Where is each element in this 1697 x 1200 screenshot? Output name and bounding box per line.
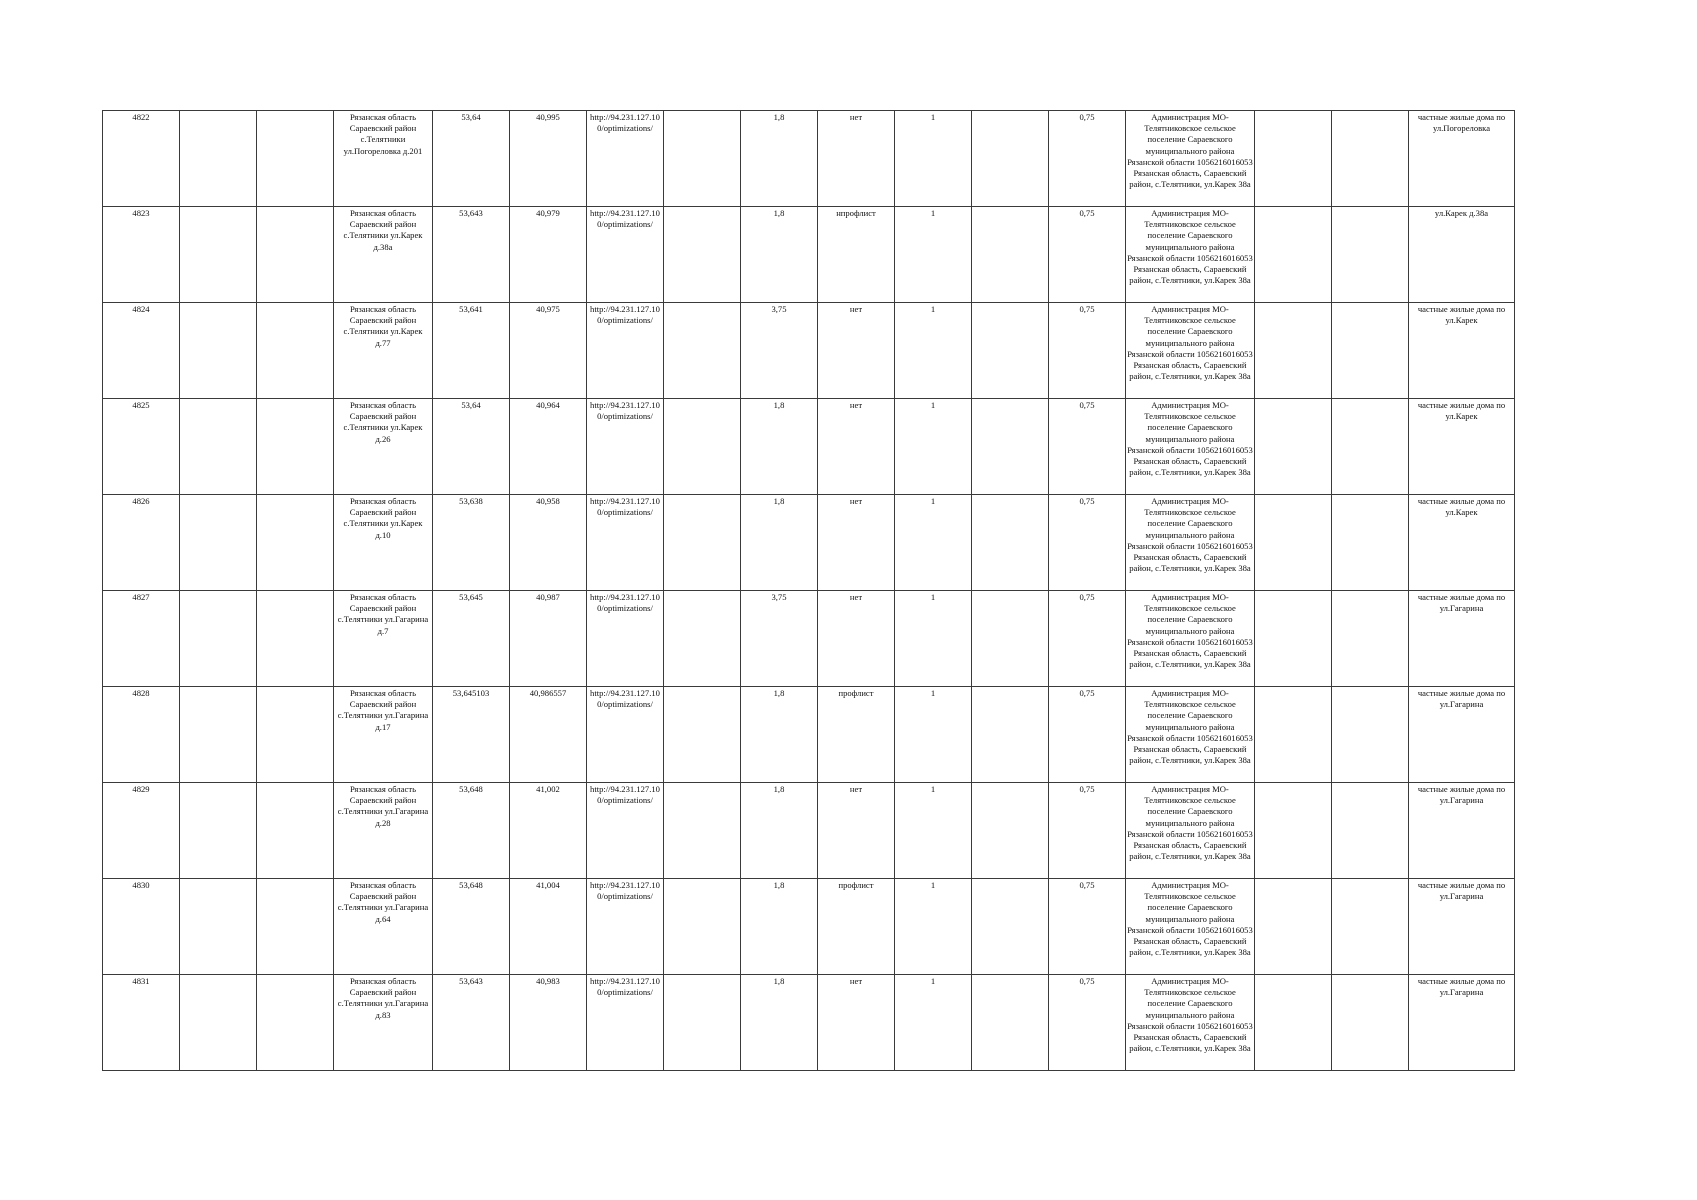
cell-empty bbox=[664, 687, 741, 783]
cell-volume: 0,75 bbox=[1049, 687, 1126, 783]
cell-empty bbox=[1255, 207, 1332, 303]
cell-note: частные жилые дома по ул.Гагарина bbox=[1409, 783, 1515, 879]
cell-longitude: 40,979 bbox=[510, 207, 587, 303]
table-row bbox=[103, 399, 1515, 495]
cell-empty bbox=[180, 207, 257, 303]
cell-empty bbox=[972, 783, 1049, 879]
cell-longitude: 41,004 bbox=[510, 879, 587, 975]
cell-id: 4823 bbox=[103, 207, 180, 303]
cell-empty bbox=[972, 495, 1049, 591]
cell-empty bbox=[664, 303, 741, 399]
cell-owner: Администрация МО-Телятниковское сельское поселение Сараевского муниципального района Рязанской области 1056216016053 Рязанская область, Сараевский район, с.Телятники, ул.Карек 38а bbox=[1126, 687, 1255, 783]
cell-volume: 0,75 bbox=[1049, 879, 1126, 975]
table-row bbox=[103, 879, 1515, 975]
cell-empty bbox=[664, 879, 741, 975]
cell-count: 1 bbox=[895, 495, 972, 591]
cell-empty bbox=[257, 399, 334, 495]
cell-id: 4826 bbox=[103, 495, 180, 591]
cell-count: 1 bbox=[895, 207, 972, 303]
cell-empty bbox=[972, 975, 1049, 1071]
cell-empty bbox=[972, 111, 1049, 207]
cell-owner: Администрация МО-Телятниковское сельское поселение Сараевского муниципального района Рязанской области 1056216016053 Рязанская область, Сараевский район, с.Телятники, ул.Карек 38а bbox=[1126, 783, 1255, 879]
cell-empty bbox=[1332, 111, 1409, 207]
cell-empty bbox=[1255, 303, 1332, 399]
cell-empty bbox=[257, 207, 334, 303]
cell-address: Рязанская область Сараевский район с.Телятники ул.Гагарина д.64 bbox=[334, 879, 433, 975]
cell-count: 1 bbox=[895, 783, 972, 879]
cell-empty bbox=[257, 783, 334, 879]
cell-owner: Администрация МО-Телятниковское сельское поселение Сараевского муниципального района Рязанской области 1056216016053 Рязанская область, Сараевский район, с.Телятники, ул.Карек 38а bbox=[1126, 495, 1255, 591]
cell-empty bbox=[257, 111, 334, 207]
cell-empty bbox=[180, 687, 257, 783]
cell-count: 1 bbox=[895, 399, 972, 495]
cell-area: 1,8 bbox=[741, 495, 818, 591]
cell-empty bbox=[180, 495, 257, 591]
table-row bbox=[103, 783, 1515, 879]
cell-link[interactable]: http://94.231.127.100/optimizations/ bbox=[587, 399, 664, 495]
cell-empty bbox=[1255, 111, 1332, 207]
cell-note: частные жилые дома по ул.Карек bbox=[1409, 399, 1515, 495]
cell-latitude: 53,64 bbox=[433, 111, 510, 207]
cell-note: частные жилые дома по ул.Погореловка bbox=[1409, 111, 1515, 207]
cell-empty bbox=[664, 591, 741, 687]
cell-area: 1,8 bbox=[741, 399, 818, 495]
cell-id: 4829 bbox=[103, 783, 180, 879]
cell-link[interactable]: http://94.231.127.100/optimizations/ bbox=[587, 975, 664, 1071]
cell-empty bbox=[972, 879, 1049, 975]
cell-link[interactable]: http://94.231.127.100/optimizations/ bbox=[587, 591, 664, 687]
cell-note: частные жилые дома по ул.Гагарина bbox=[1409, 591, 1515, 687]
cell-empty bbox=[1332, 687, 1409, 783]
cell-empty bbox=[257, 879, 334, 975]
cell-empty bbox=[257, 591, 334, 687]
cell-empty bbox=[1332, 783, 1409, 879]
cell-empty bbox=[1332, 879, 1409, 975]
cell-longitude: 40,986557 bbox=[510, 687, 587, 783]
cell-empty bbox=[1332, 495, 1409, 591]
cell-count: 1 bbox=[895, 111, 972, 207]
cell-empty bbox=[1255, 879, 1332, 975]
cell-empty bbox=[180, 783, 257, 879]
cell-id: 4827 bbox=[103, 591, 180, 687]
cell-volume: 0,75 bbox=[1049, 303, 1126, 399]
cell-count: 1 bbox=[895, 303, 972, 399]
cell-empty bbox=[1255, 687, 1332, 783]
cell-address: Рязанская область Сараевский район с.Телятники ул.Карек д.77 bbox=[334, 303, 433, 399]
cell-fence: нет bbox=[818, 783, 895, 879]
cell-empty bbox=[1332, 399, 1409, 495]
cell-owner: Администрация МО-Телятниковское сельское поселение Сараевского муниципального района Рязанской области 1056216016053 Рязанская область, Сараевский район, с.Телятники, ул.Карек 38а bbox=[1126, 879, 1255, 975]
cell-longitude: 40,964 bbox=[510, 399, 587, 495]
cell-address: Рязанская область Сараевский район с.Телятники ул.Гагарина д.28 bbox=[334, 783, 433, 879]
cell-longitude: 40,983 bbox=[510, 975, 587, 1071]
cell-empty bbox=[1332, 207, 1409, 303]
cell-area: 1,8 bbox=[741, 687, 818, 783]
table-body bbox=[103, 111, 1515, 1071]
table-row bbox=[103, 207, 1515, 303]
cell-owner: Администрация МО-Телятниковское сельское поселение Сараевского муниципального района Рязанской области 1056216016053 Рязанская область, Сараевский район, с.Телятники, ул.Карек 38а bbox=[1126, 207, 1255, 303]
cell-empty bbox=[180, 879, 257, 975]
cell-owner: Администрация МО-Телятниковское сельское поселение Сараевского муниципального района Рязанской области 1056216016053 Рязанская область, Сараевский район, с.Телятники, ул.Карек 38а bbox=[1126, 303, 1255, 399]
cell-latitude: 53,648 bbox=[433, 879, 510, 975]
cell-link[interactable]: http://94.231.127.100/optimizations/ bbox=[587, 687, 664, 783]
cell-empty bbox=[972, 207, 1049, 303]
cell-empty bbox=[257, 495, 334, 591]
cell-address: Рязанская область Сараевский район с.Телятники ул.Карек д.26 bbox=[334, 399, 433, 495]
cell-empty bbox=[180, 591, 257, 687]
cell-empty bbox=[972, 591, 1049, 687]
cell-link[interactable]: http://94.231.127.100/optimizations/ bbox=[587, 783, 664, 879]
cell-id: 4828 bbox=[103, 687, 180, 783]
cell-empty bbox=[1255, 591, 1332, 687]
cell-address: Рязанская область Сараевский район с.Телятники ул.Гагарина д.83 bbox=[334, 975, 433, 1071]
cell-latitude: 53,645103 bbox=[433, 687, 510, 783]
cell-link[interactable]: http://94.231.127.100/optimizations/ bbox=[587, 111, 664, 207]
cell-fence: нет bbox=[818, 495, 895, 591]
cell-fence: профлист bbox=[818, 687, 895, 783]
cell-latitude: 53,648 bbox=[433, 783, 510, 879]
cell-owner: Администрация МО-Телятниковское сельское поселение Сараевского муниципального района Рязанской области 1056216016053 Рязанская область, Сараевский район, с.Телятники, ул.Карек 38а bbox=[1126, 399, 1255, 495]
cell-empty bbox=[257, 303, 334, 399]
table-row bbox=[103, 591, 1515, 687]
cell-volume: 0,75 bbox=[1049, 207, 1126, 303]
cell-empty bbox=[1255, 975, 1332, 1071]
cell-longitude: 40,995 bbox=[510, 111, 587, 207]
cell-area: 3,75 bbox=[741, 303, 818, 399]
cell-area: 1,8 bbox=[741, 783, 818, 879]
cell-fence: нет bbox=[818, 111, 895, 207]
cell-address: Рязанская область Сараевский район с.Телятники ул.Карек д.38а bbox=[334, 207, 433, 303]
cell-link[interactable]: http://94.231.127.100/optimizations/ bbox=[587, 303, 664, 399]
cell-id: 4830 bbox=[103, 879, 180, 975]
cell-fence: нет bbox=[818, 399, 895, 495]
table-row bbox=[103, 495, 1515, 591]
cell-fence: нет bbox=[818, 975, 895, 1071]
cell-link[interactable]: http://94.231.127.100/optimizations/ bbox=[587, 879, 664, 975]
cell-empty bbox=[180, 303, 257, 399]
cell-area: 1,8 bbox=[741, 207, 818, 303]
cell-id: 4831 bbox=[103, 975, 180, 1071]
table-row bbox=[103, 975, 1515, 1071]
cell-latitude: 53,645 bbox=[433, 591, 510, 687]
cell-note: ул.Карек д.38а bbox=[1409, 207, 1515, 303]
cell-count: 1 bbox=[895, 687, 972, 783]
cell-count: 1 bbox=[895, 591, 972, 687]
table-row bbox=[103, 111, 1515, 207]
cell-empty bbox=[257, 687, 334, 783]
cell-area: 1,8 bbox=[741, 975, 818, 1071]
cell-address: Рязанская область Сараевский район с.Телятники ул.Гагарина д.7 bbox=[334, 591, 433, 687]
cell-volume: 0,75 bbox=[1049, 975, 1126, 1071]
cell-address: Рязанская область Сараевский район с.Телятники ул.Гагарина д.17 bbox=[334, 687, 433, 783]
cell-empty bbox=[664, 111, 741, 207]
table-row bbox=[103, 303, 1515, 399]
cell-empty bbox=[1255, 495, 1332, 591]
cell-empty bbox=[972, 303, 1049, 399]
cell-note: частные жилые дома по ул.Гагарина bbox=[1409, 879, 1515, 975]
cell-empty bbox=[664, 975, 741, 1071]
cell-volume: 0,75 bbox=[1049, 495, 1126, 591]
cell-empty bbox=[180, 111, 257, 207]
cell-owner: Администрация МО-Телятниковское сельское поселение Сараевского муниципального района Рязанской области 1056216016053 Рязанская область, Сараевский район, с.Телятники, ул.Карек 38а bbox=[1126, 111, 1255, 207]
cell-empty bbox=[1332, 303, 1409, 399]
cell-fence: нет bbox=[818, 303, 895, 399]
cell-note: частные жилые дома по ул.Гагарина bbox=[1409, 687, 1515, 783]
cell-empty bbox=[972, 399, 1049, 495]
cell-empty bbox=[664, 399, 741, 495]
cell-address: Рязанская область Сараевский район с.Телятники ул.Погореловка д.201 bbox=[334, 111, 433, 207]
cell-owner: Администрация МО-Телятниковское сельское поселение Сараевского муниципального района Рязанской области 1056216016053 Рязанская область, Сараевский район, с.Телятники, ул.Карек 38а bbox=[1126, 591, 1255, 687]
cell-empty bbox=[1255, 783, 1332, 879]
cell-volume: 0,75 bbox=[1049, 783, 1126, 879]
cell-link[interactable]: http://94.231.127.100/optimizations/ bbox=[587, 495, 664, 591]
cell-empty bbox=[180, 975, 257, 1071]
cell-count: 1 bbox=[895, 879, 972, 975]
cell-id: 4822 bbox=[103, 111, 180, 207]
cell-longitude: 40,958 bbox=[510, 495, 587, 591]
cell-fence: нпрофлист bbox=[818, 207, 895, 303]
cell-latitude: 53,643 bbox=[433, 975, 510, 1071]
cell-fence: профлист bbox=[818, 879, 895, 975]
cell-latitude: 53,638 bbox=[433, 495, 510, 591]
cell-id: 4825 bbox=[103, 399, 180, 495]
cell-count: 1 bbox=[895, 975, 972, 1071]
table-row bbox=[103, 687, 1515, 783]
cell-longitude: 41,002 bbox=[510, 783, 587, 879]
cell-longitude: 40,987 bbox=[510, 591, 587, 687]
cell-area: 1,8 bbox=[741, 111, 818, 207]
cell-latitude: 53,643 bbox=[433, 207, 510, 303]
cell-note: частные жилые дома по ул.Карек bbox=[1409, 495, 1515, 591]
cell-latitude: 53,64 bbox=[433, 399, 510, 495]
cell-address: Рязанская область Сараевский район с.Телятники ул.Карек д.10 bbox=[334, 495, 433, 591]
cell-fence: нет bbox=[818, 591, 895, 687]
cell-volume: 0,75 bbox=[1049, 399, 1126, 495]
cell-empty bbox=[664, 495, 741, 591]
cell-latitude: 53,641 bbox=[433, 303, 510, 399]
cell-volume: 0,75 bbox=[1049, 111, 1126, 207]
cell-empty bbox=[180, 399, 257, 495]
cell-area: 3,75 bbox=[741, 591, 818, 687]
registry-table bbox=[102, 110, 1515, 1071]
cell-note: частные жилые дома по ул.Гагарина bbox=[1409, 975, 1515, 1071]
cell-empty bbox=[1332, 591, 1409, 687]
cell-id: 4824 bbox=[103, 303, 180, 399]
cell-empty bbox=[257, 975, 334, 1071]
cell-volume: 0,75 bbox=[1049, 591, 1126, 687]
cell-empty bbox=[1332, 975, 1409, 1071]
cell-area: 1,8 bbox=[741, 879, 818, 975]
cell-note: частные жилые дома по ул.Карек bbox=[1409, 303, 1515, 399]
cell-empty bbox=[1255, 399, 1332, 495]
cell-link[interactable]: http://94.231.127.100/optimizations/ bbox=[587, 207, 664, 303]
cell-empty bbox=[664, 783, 741, 879]
cell-longitude: 40,975 bbox=[510, 303, 587, 399]
cell-empty bbox=[664, 207, 741, 303]
cell-owner: Администрация МО-Телятниковское сельское поселение Сараевского муниципального района Рязанской области 1056216016053 Рязанская область, Сараевский район, с.Телятники, ул.Карек 38а bbox=[1126, 975, 1255, 1071]
cell-empty bbox=[972, 687, 1049, 783]
